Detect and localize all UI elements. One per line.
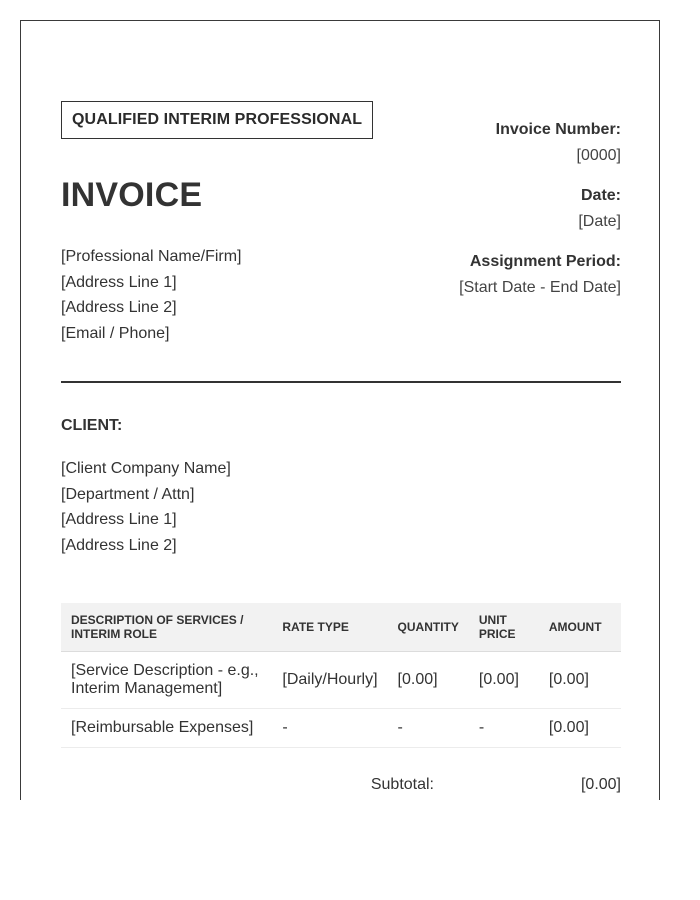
assignment-period-label: Assignment Period: [469,253,621,270]
sender-line: [Address Line 2] [61,299,177,316]
cell-description: [Reimbursable Expenses] [61,709,272,748]
cell-unit-price: [0.00] [469,652,539,709]
client-line: [Client Company Name] [61,460,231,477]
client-line: [Department / Attn] [61,485,195,503]
table-row [61,709,621,748]
assignment-period-group [459,251,621,299]
sender-address [61,244,242,346]
column-header-unit-price: UNIT PRICE [469,603,539,652]
invoice-number-value: [0000] [576,147,621,164]
date-label: Date: [580,187,621,204]
cell-description: [Service Description - e.g., Interim Management] [61,652,272,709]
subtotal-label: Subtotal: [370,776,434,793]
sender-line: [Address Line 1] [61,273,177,291]
sender-line: [Email / Phone] [61,324,170,342]
cell-unit-price: - [469,709,539,748]
date-value: [Date] [578,213,621,230]
cell-amount: [0.00] [539,652,621,709]
cell-amount: [0.00] [539,709,621,748]
column-header-rate-type: RATE TYPE [272,603,387,652]
column-header-amount: AMOUNT [539,603,621,652]
section-divider [61,381,621,383]
cell-quantity: - [388,709,469,748]
invoice-number-group [459,119,621,167]
date-group [459,185,621,233]
cell-rate-type: [Daily/Hourly] [272,652,387,709]
client-line: [Address Line 2] [61,536,177,554]
subtotal-value: [0.00] [580,776,621,793]
column-header-quantity: QUANTITY [388,603,469,652]
client-line: [Address Line 1] [61,511,177,528]
column-header-description: DESCRIPTION OF SERVICES / INTERIM ROLE [61,603,272,652]
client-address [61,456,231,558]
subtotal-row [61,776,621,796]
invoice-meta [459,119,621,317]
line-items-table [61,603,621,748]
cell-rate-type: - [272,709,387,748]
table-row [61,652,621,709]
invoice-number-label: Invoice Number: [495,121,621,138]
table-header-row [61,603,621,652]
invoice-page [20,20,660,800]
invoice-title: INVOICE [61,176,203,214]
sender-line: [Professional Name/Firm] [61,248,242,265]
cell-quantity: [0.00] [388,652,469,709]
client-label: CLIENT: [61,417,123,434]
assignment-period-value: [Start Date - End Date] [459,279,621,296]
brand-box: QUALIFIED INTERIM PROFESSIONAL [61,101,373,139]
